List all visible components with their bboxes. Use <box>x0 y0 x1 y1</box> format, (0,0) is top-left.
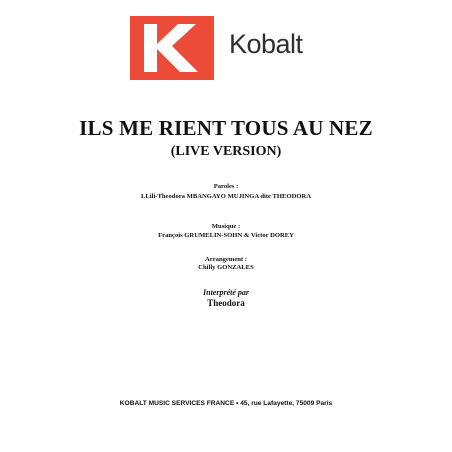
publisher-footer: KOBALT MUSIC SERVICES FRANCE • 45, rue Lafayette, 75009 Paris <box>119 400 333 407</box>
music-credit: François GRUMELIN-SOHN & Victor DOREY <box>158 232 294 239</box>
song-title: ILS ME RIENT TOUS AU NEZ <box>79 116 373 140</box>
k-letter-icon <box>130 16 214 80</box>
song-subtitle: (LIVE VERSION) <box>170 144 282 159</box>
performer-label: Interprété par <box>203 288 249 297</box>
kobalt-logo-mark <box>130 16 214 80</box>
arrangement-credit: Chilly GONZALES <box>198 264 254 271</box>
music-label: Musique : <box>211 223 241 230</box>
kobalt-wordmark: Kobalt <box>229 29 303 59</box>
performer-name: Theodora <box>207 298 245 308</box>
lyrics-credit: LLili-Theodora MBANGAYO MUJINGA dite THEODORA <box>141 193 311 200</box>
lyrics-label: Paroles : <box>213 183 239 190</box>
arrangement-label: Arrangement : <box>205 256 247 263</box>
